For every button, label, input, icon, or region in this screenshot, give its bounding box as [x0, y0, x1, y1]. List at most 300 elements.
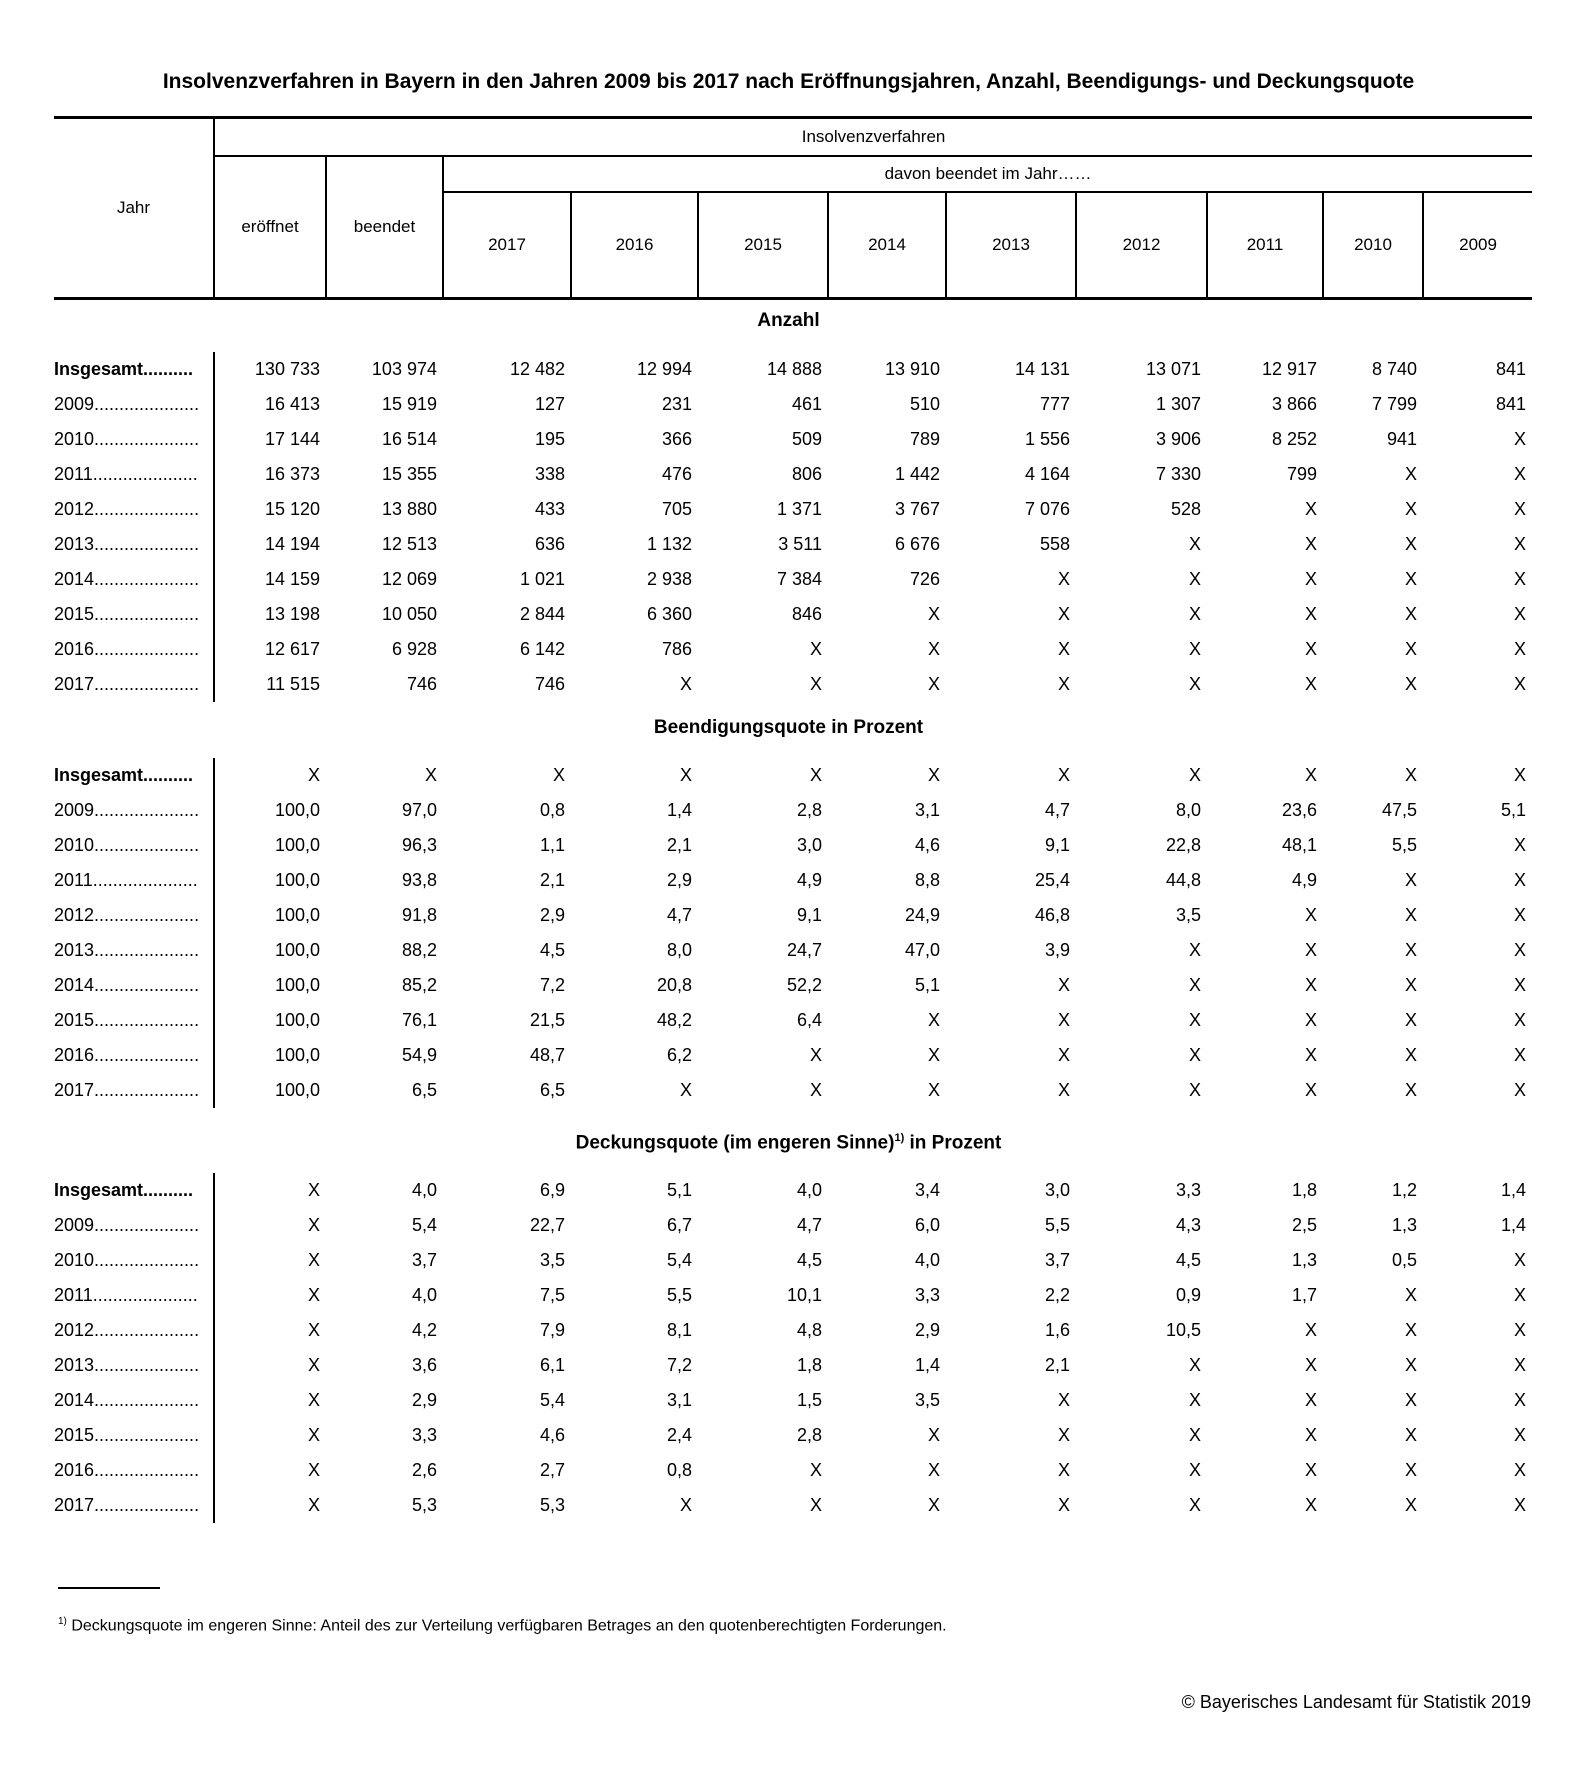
- table-cell: 1 371: [776, 499, 822, 519]
- table-cell: 1,1: [539, 835, 565, 855]
- table-cell: 100,0: [274, 1045, 320, 1065]
- header-davon-beendet: davon beendet im Jahr……: [443, 156, 1532, 192]
- table-cell: 44,8: [1165, 870, 1201, 890]
- row-label: [54, 1073, 214, 1108]
- table-cell: X: [927, 1045, 940, 1065]
- table-cell: X: [1057, 765, 1070, 785]
- table-cell: X: [1513, 975, 1526, 995]
- table-cell: 76,1: [401, 1010, 437, 1030]
- table-row: [54, 492, 1532, 527]
- table-cell: 22,8: [1165, 835, 1201, 855]
- table-cell: 6 928: [391, 639, 437, 659]
- row-label-text: Insgesamt..........: [54, 359, 194, 379]
- table-cell: 130 733: [254, 359, 320, 379]
- footnote: [58, 1616, 947, 1635]
- row-label: [54, 387, 214, 422]
- table-cell: X: [1304, 975, 1317, 995]
- table-cell: X: [307, 1180, 320, 1200]
- table-cell: 3,1: [666, 1390, 692, 1410]
- table-cell: 3,6: [411, 1355, 437, 1375]
- table-cell: X: [927, 674, 940, 694]
- table-cell: X: [1404, 905, 1417, 925]
- table-cell: 100,0: [274, 800, 320, 820]
- table-cell: 4,0: [796, 1180, 822, 1200]
- table-cell: X: [1304, 1045, 1317, 1065]
- table-cell: X: [1057, 674, 1070, 694]
- table-cell: X: [307, 1495, 320, 1515]
- table-cell: X: [1304, 940, 1317, 960]
- table-cell: 52,2: [786, 975, 822, 995]
- row-label: [54, 1488, 214, 1523]
- table-cell: 3,3: [914, 1285, 940, 1305]
- table-cell: 6,0: [914, 1215, 940, 1235]
- table-cell: X: [809, 1080, 822, 1100]
- table-row: [54, 1003, 1532, 1038]
- table-cell: X: [1304, 1390, 1317, 1410]
- row-label-text: 2011.....................: [54, 1285, 198, 1305]
- table-cell: 510: [909, 394, 940, 414]
- table-cell: 7 330: [1155, 464, 1201, 484]
- table-cell: 746: [534, 674, 565, 694]
- table-cell: 48,7: [529, 1045, 565, 1065]
- table-cell: 2,1: [539, 870, 565, 890]
- table-cell: X: [1304, 905, 1317, 925]
- table-header: [54, 116, 1532, 300]
- table-cell: 15 355: [381, 464, 437, 484]
- header-year-2010: 2010: [1323, 192, 1423, 299]
- table-cell: X: [1513, 534, 1526, 554]
- row-label-text: 2009.....................: [54, 1215, 200, 1235]
- table-cell: X: [1513, 1285, 1526, 1305]
- table-cell: 12 917: [1261, 359, 1317, 379]
- table-row: [54, 758, 1532, 793]
- table-cell: 6 360: [646, 604, 692, 624]
- table-cell: X: [424, 765, 437, 785]
- table-cell: X: [1404, 674, 1417, 694]
- table-cell: 13 071: [1145, 359, 1201, 379]
- table-cell: 1,3: [1391, 1215, 1417, 1235]
- table-cell: 4,0: [411, 1180, 437, 1200]
- table-cell: 3,9: [1044, 940, 1070, 960]
- header-year-2017: 2017: [443, 192, 571, 299]
- table-cell: 2,1: [666, 835, 692, 855]
- table-cell: X: [1513, 1460, 1526, 1480]
- table-cell: 3,4: [914, 1180, 940, 1200]
- table-cell: 1,4: [1500, 1180, 1526, 1200]
- table-row: [54, 1038, 1532, 1073]
- table-cell: 10,5: [1165, 1320, 1201, 1340]
- table-cell: 3,7: [1044, 1250, 1070, 1270]
- table-cell: 88,2: [401, 940, 437, 960]
- table-cell: 4,6: [914, 835, 940, 855]
- table-cell: X: [1513, 870, 1526, 890]
- table-cell: X: [1513, 569, 1526, 589]
- footnote-text: Deckungsquote im engeren Sinne: Anteil des zur Verteilung verfügbaren Betrages an den quotenberechtigten Forderungen.: [66, 1617, 947, 1635]
- section-title-suffix: in Prozent: [904, 1132, 1002, 1154]
- row-label-text: 2013.....................: [54, 1355, 200, 1375]
- row-label: [54, 562, 214, 597]
- table-cell: X: [1513, 940, 1526, 960]
- table-cell: X: [1304, 1425, 1317, 1445]
- table-cell: X: [1513, 674, 1526, 694]
- row-label: [54, 1278, 214, 1313]
- table-cell: 4,0: [411, 1285, 437, 1305]
- table-cell: X: [1057, 1080, 1070, 1100]
- table-cell: X: [552, 765, 565, 785]
- table-cell: X: [1404, 1425, 1417, 1445]
- table-cell: 6 142: [519, 639, 565, 659]
- table-cell: 4,3: [1175, 1215, 1201, 1235]
- table-cell: 2,1: [1044, 1355, 1070, 1375]
- header-year-2012: 2012: [1076, 192, 1207, 299]
- table-cell: X: [1304, 1320, 1317, 1340]
- row-label-text: 2010.....................: [54, 835, 200, 855]
- row-label: [54, 1313, 214, 1348]
- table-cell: 4 164: [1024, 464, 1070, 484]
- table-cell: 789: [909, 429, 940, 449]
- table-cell: 4,6: [539, 1425, 565, 1445]
- section-title: [0, 310, 1577, 332]
- table-cell: 195: [534, 429, 565, 449]
- table-cell: 16 413: [264, 394, 320, 414]
- table-cell: X: [1188, 940, 1201, 960]
- copyright: © Bayerisches Landesamt für Statistik 2019: [1181, 1692, 1531, 1712]
- table-cell: X: [1304, 674, 1317, 694]
- table-cell: 5,5: [1391, 835, 1417, 855]
- table-cell: 7,2: [666, 1355, 692, 1375]
- table-cell: 85,2: [401, 975, 437, 995]
- table-cell: X: [679, 1495, 692, 1515]
- table-cell: X: [1404, 1010, 1417, 1030]
- row-label: [54, 793, 214, 828]
- table-cell: 3,7: [411, 1250, 437, 1270]
- table-cell: 636: [534, 534, 565, 554]
- table-cell: 13 880: [381, 499, 437, 519]
- table-cell: 5,4: [666, 1250, 692, 1270]
- table-cell: X: [679, 1080, 692, 1100]
- table-cell: 2,8: [796, 1425, 822, 1445]
- table-row: [54, 422, 1532, 457]
- table-cell: X: [1188, 1390, 1201, 1410]
- table-cell: X: [1188, 765, 1201, 785]
- table-row: [54, 632, 1532, 667]
- table-row: [54, 527, 1532, 562]
- table-cell: 4,5: [539, 940, 565, 960]
- table-cell: X: [1513, 1080, 1526, 1100]
- table-cell: X: [1513, 1320, 1526, 1340]
- row-label-text: 2016.....................: [54, 1045, 200, 1065]
- table-cell: 0,8: [666, 1460, 692, 1480]
- section-title-text: Anzahl: [757, 310, 820, 331]
- table-cell: 841: [1495, 359, 1526, 379]
- table-cell: 2,5: [1291, 1215, 1317, 1235]
- table-cell: 461: [791, 394, 822, 414]
- table-cell: X: [1404, 1285, 1417, 1305]
- table-cell: 786: [661, 639, 692, 659]
- table-cell: 24,7: [786, 940, 822, 960]
- table-cell: X: [1513, 464, 1526, 484]
- table-cell: X: [1404, 639, 1417, 659]
- table-cell: 6,7: [666, 1215, 692, 1235]
- table-cell: 6,4: [796, 1010, 822, 1030]
- table-row: [54, 1243, 1532, 1278]
- row-label: [54, 492, 214, 527]
- table-cell: 46,8: [1034, 905, 1070, 925]
- table-cell: 15 919: [381, 394, 437, 414]
- table-cell: 3,5: [914, 1390, 940, 1410]
- table-cell: X: [1304, 639, 1317, 659]
- table-cell: 6,1: [539, 1355, 565, 1375]
- data-table-section: [54, 758, 1532, 1108]
- row-label: [54, 597, 214, 632]
- table-cell: X: [1304, 569, 1317, 589]
- table-row: [54, 1383, 1532, 1418]
- table-cell: X: [1304, 534, 1317, 554]
- table-cell: 1 556: [1024, 429, 1070, 449]
- table-cell: 4,7: [1044, 800, 1070, 820]
- table-cell: 14 159: [264, 569, 320, 589]
- table-cell: 3,5: [1175, 905, 1201, 925]
- table-row: [54, 1453, 1532, 1488]
- table-cell: 10,1: [786, 1285, 822, 1305]
- table-cell: 2,7: [539, 1460, 565, 1480]
- table-cell: X: [307, 1390, 320, 1410]
- row-label-text: 2015.....................: [54, 1425, 200, 1445]
- table-row: [54, 1348, 1532, 1383]
- table-cell: 12 994: [636, 359, 692, 379]
- table-cell: 2,4: [666, 1425, 692, 1445]
- table-cell: X: [1404, 499, 1417, 519]
- table-cell: X: [927, 639, 940, 659]
- table-cell: 799: [1286, 464, 1317, 484]
- row-label-text: 2013.....................: [54, 940, 200, 960]
- table-cell: 3,1: [914, 800, 940, 820]
- table-cell: 2,6: [411, 1460, 437, 1480]
- table-cell: 3,0: [796, 835, 822, 855]
- table-cell: 22,7: [529, 1215, 565, 1235]
- table-cell: 1,5: [796, 1390, 822, 1410]
- table-cell: 3 767: [894, 499, 940, 519]
- row-label-text: 2017.....................: [54, 1080, 200, 1100]
- table-cell: X: [1057, 1390, 1070, 1410]
- row-label: [54, 898, 214, 933]
- table-cell: 127: [534, 394, 565, 414]
- table-cell: X: [927, 1495, 940, 1515]
- header-insolvenzverfahren: Insolvenzverfahren: [214, 118, 1532, 157]
- table-row: [54, 898, 1532, 933]
- table-row: [54, 1313, 1532, 1348]
- table-cell: X: [1057, 1010, 1070, 1030]
- header-beendet: beendet: [326, 156, 443, 299]
- table-cell: 100,0: [274, 940, 320, 960]
- table-cell: 16 514: [381, 429, 437, 449]
- section-title: [0, 717, 1577, 739]
- table-cell: 14 131: [1014, 359, 1070, 379]
- row-label: [54, 933, 214, 968]
- row-label-text: 2010.....................: [54, 429, 200, 449]
- table-cell: X: [1057, 975, 1070, 995]
- table-cell: X: [927, 1425, 940, 1445]
- table-cell: X: [927, 1010, 940, 1030]
- table-cell: 14 888: [766, 359, 822, 379]
- row-label: [54, 352, 214, 387]
- table-cell: 48,2: [656, 1010, 692, 1030]
- footnote-mark: 1): [58, 1616, 67, 1627]
- table-cell: 1,7: [1291, 1285, 1317, 1305]
- table-cell: 0,9: [1175, 1285, 1201, 1305]
- table-cell: 476: [661, 464, 692, 484]
- table-row: [54, 1173, 1532, 1208]
- row-label: [54, 1038, 214, 1073]
- table-cell: X: [679, 674, 692, 694]
- table-cell: 2,9: [666, 870, 692, 890]
- table-cell: X: [307, 1425, 320, 1445]
- section-title-text: Beendigungsquote in Prozent: [653, 717, 924, 738]
- table-row: [54, 1208, 1532, 1243]
- table-cell: X: [1188, 569, 1201, 589]
- row-label: [54, 1418, 214, 1453]
- table-cell: 8 740: [1371, 359, 1417, 379]
- table-cell: 16 373: [264, 464, 320, 484]
- table-cell: X: [1404, 569, 1417, 589]
- table-cell: X: [1513, 1045, 1526, 1065]
- table-cell: 4,7: [796, 1215, 822, 1235]
- table-cell: X: [1404, 940, 1417, 960]
- page-title: Insolvenzverfahren in Bayern in den Jahren 2009 bis 2017 nach Eröffnungsjahren, Anzahl, Beendigungs- und Deckungsquote: [162, 70, 1415, 93]
- row-label: [54, 527, 214, 562]
- table-cell: X: [809, 1460, 822, 1480]
- table-cell: 705: [661, 499, 692, 519]
- table-cell: 23,6: [1281, 800, 1317, 820]
- row-label-text: 2011.....................: [54, 870, 198, 890]
- table-cell: 3,3: [411, 1425, 437, 1445]
- table-cell: X: [1304, 1080, 1317, 1100]
- table-cell: 17 144: [264, 429, 320, 449]
- table-cell: 2,9: [411, 1390, 437, 1410]
- table-cell: 3,3: [1175, 1180, 1201, 1200]
- table-cell: X: [1188, 1425, 1201, 1445]
- table-cell: X: [1513, 639, 1526, 659]
- table-cell: X: [307, 765, 320, 785]
- table-cell: X: [1188, 674, 1201, 694]
- table-cell: 1,6: [1044, 1320, 1070, 1340]
- table-cell: 1,8: [1291, 1180, 1317, 1200]
- table-cell: 14 194: [264, 534, 320, 554]
- table-cell: 6,2: [666, 1045, 692, 1065]
- table-cell: 24,9: [904, 905, 940, 925]
- table-cell: X: [927, 1460, 940, 1480]
- table-cell: X: [679, 765, 692, 785]
- table-cell: 1,3: [1291, 1250, 1317, 1270]
- table-cell: X: [809, 674, 822, 694]
- row-label-text: 2013.....................: [54, 534, 200, 554]
- table-cell: X: [1513, 1425, 1526, 1445]
- table-cell: X: [1513, 1355, 1526, 1375]
- table-cell: 746: [406, 674, 437, 694]
- table-cell: 4,5: [796, 1250, 822, 1270]
- table-cell: 366: [661, 429, 692, 449]
- header-year-2014: 2014: [828, 192, 946, 299]
- table-cell: 13 910: [884, 359, 940, 379]
- table-cell: X: [1404, 1045, 1417, 1065]
- row-label: [54, 1208, 214, 1243]
- table-cell: 96,3: [401, 835, 437, 855]
- table-cell: 1 442: [894, 464, 940, 484]
- table-cell: X: [1188, 639, 1201, 659]
- table-cell: 2,2: [1044, 1285, 1070, 1305]
- header-eroeffnet: eröffnet: [214, 156, 326, 299]
- table-cell: 15 120: [264, 499, 320, 519]
- section-title-text: Deckungsquote (im engeren Sinne): [575, 1132, 895, 1154]
- row-label-text: 2012.....................: [54, 499, 200, 519]
- table-cell: X: [1404, 604, 1417, 624]
- table-cell: 11 515: [266, 674, 320, 694]
- table-cell: 97,0: [401, 800, 437, 820]
- table-cell: X: [1304, 1460, 1317, 1480]
- table-cell: X: [1404, 975, 1417, 995]
- table-cell: X: [1304, 604, 1317, 624]
- table-row: [54, 828, 1532, 863]
- table-cell: 12 617: [264, 639, 320, 659]
- table-cell: 5,5: [666, 1285, 692, 1305]
- table-cell: 12 069: [381, 569, 437, 589]
- table-cell: 1 132: [646, 534, 692, 554]
- table-cell: X: [1404, 464, 1417, 484]
- table-cell: 4,5: [1175, 1250, 1201, 1270]
- table-row: [54, 968, 1532, 1003]
- row-label-text: 2012.....................: [54, 1320, 200, 1340]
- row-label-text: 2011.....................: [54, 464, 198, 484]
- row-label: [54, 828, 214, 863]
- table-cell: 7,2: [539, 975, 565, 995]
- table-row: [54, 793, 1532, 828]
- table-cell: 3 906: [1155, 429, 1201, 449]
- table-cell: 103 974: [371, 359, 437, 379]
- table-cell: 6 676: [894, 534, 940, 554]
- table-cell: X: [307, 1215, 320, 1235]
- row-label: [54, 1003, 214, 1038]
- table-cell: 2 844: [519, 604, 565, 624]
- header-year-2011: 2011: [1207, 192, 1323, 299]
- table-cell: 5,5: [1044, 1215, 1070, 1235]
- table-cell: 100,0: [274, 975, 320, 995]
- table-cell: X: [1057, 639, 1070, 659]
- row-label: [54, 422, 214, 457]
- table-cell: 2,9: [914, 1320, 940, 1340]
- table-cell: X: [307, 1285, 320, 1305]
- footnote-divider: [58, 1587, 160, 1589]
- table-cell: X: [1188, 1080, 1201, 1100]
- row-label-text: 2015.....................: [54, 1010, 200, 1030]
- table-cell: 54,9: [401, 1045, 437, 1065]
- table-cell: X: [1057, 1460, 1070, 1480]
- table-cell: X: [1513, 905, 1526, 925]
- table-cell: 100,0: [274, 1080, 320, 1100]
- table-cell: X: [1188, 1495, 1201, 1515]
- row-label: [54, 1173, 214, 1208]
- table-cell: X: [1513, 765, 1526, 785]
- table-cell: X: [1404, 1320, 1417, 1340]
- table-cell: 0,8: [539, 800, 565, 820]
- table-cell: X: [1404, 1080, 1417, 1100]
- table-row: [54, 933, 1532, 968]
- row-label: [54, 457, 214, 492]
- table-cell: X: [307, 1250, 320, 1270]
- table-cell: 2,9: [539, 905, 565, 925]
- row-label-text: 2014.....................: [54, 569, 200, 589]
- table-cell: 231: [661, 394, 692, 414]
- header-year-2016: 2016: [571, 192, 698, 299]
